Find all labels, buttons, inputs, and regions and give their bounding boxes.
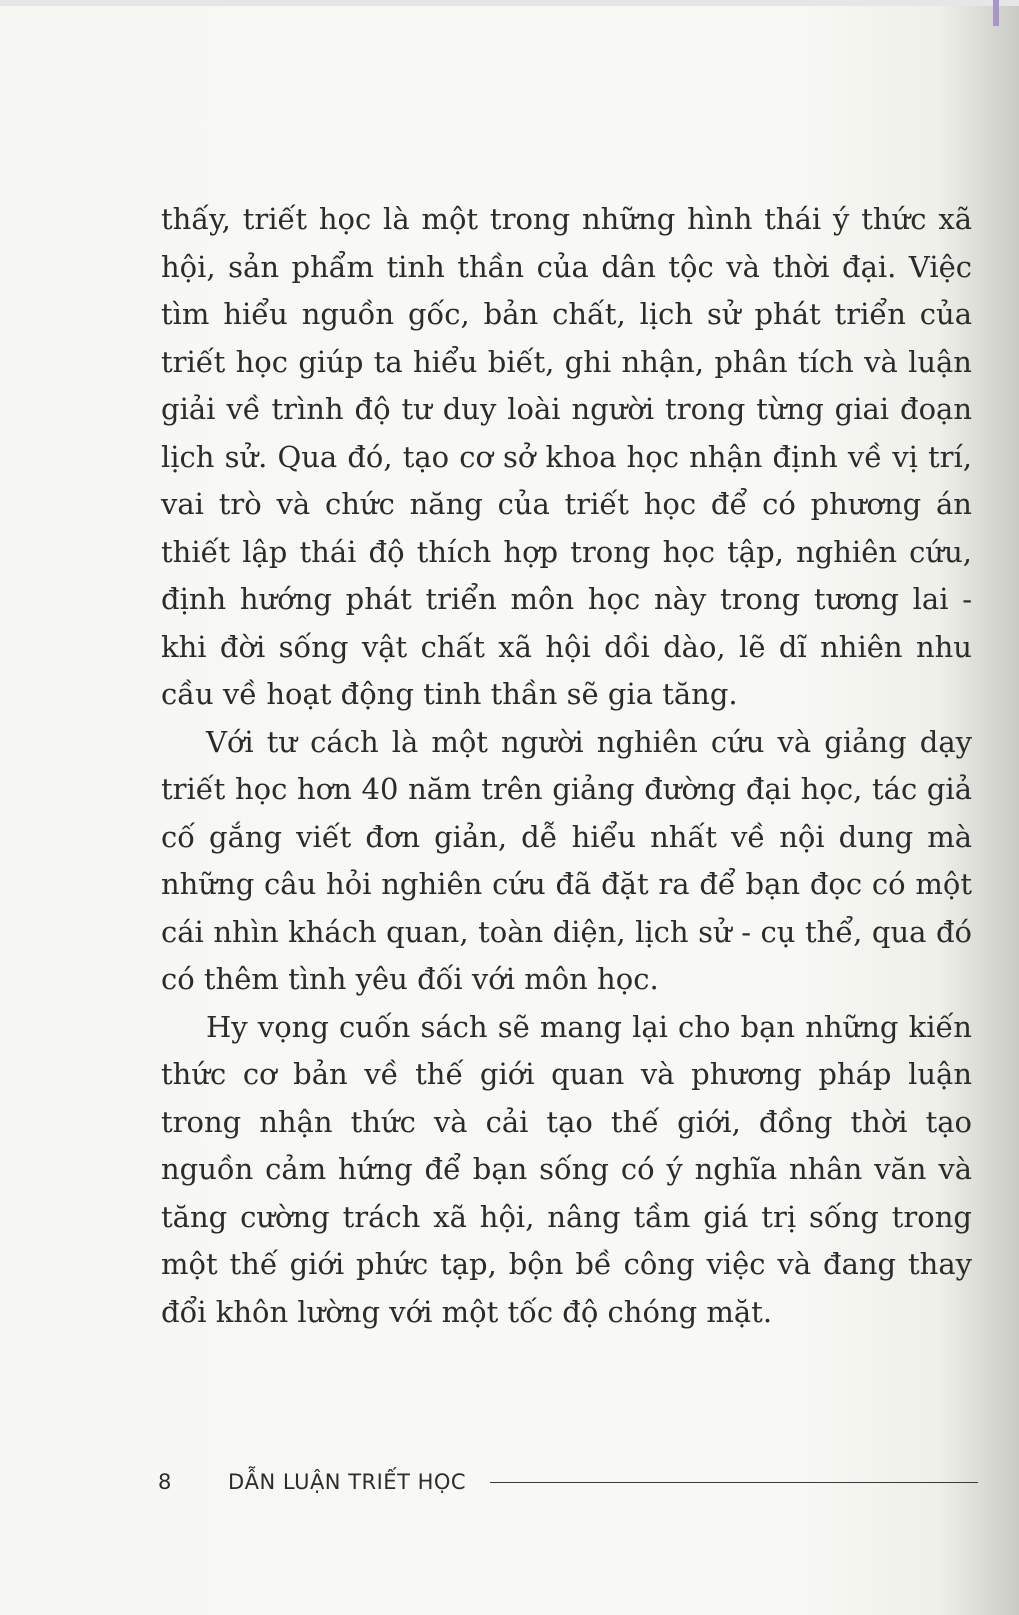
- purple-edge-marker: [993, 0, 999, 26]
- top-edge-strip: [0, 0, 1019, 6]
- page-number: 8: [158, 1470, 172, 1494]
- paragraph-continued: thấy, triết học là một trong những hình thái ý thức xã hội, sản phẩm tinh thần của dân tộc và thời đại. Việc tìm hiểu nguồn gốc, bản chất, lịch sử phát triển của triết học giúp ta hiểu biết, ghi nhận, phân tích và luận giải về trình độ tư duy loài người trong từng giai đoạn lịch sử. Qua đó, tạo cơ sở khoa học nhận định về vị trí, vai trò và chức năng của triết học để có phương án thiết lập thái độ thích hợp trong học tập, nghiên cứu, định hướng phát triển môn học này trong tương lai - khi đời sống vật chất xã hội dồi dào, lẽ dĩ nhiên nhu cầu về hoạt động tinh thần sẽ gia tăng.: [161, 202, 972, 711]
- paragraph-hope: Hy vọng cuốn sách sẽ mang lại cho bạn những kiến thức cơ bản về thế giới quan và phương pháp luận trong nhận thức và cải tạo thế giới, đồng thời tạo nguồn cảm hứng để bạn sống có ý nghĩa nhân văn và tăng cường trách xã hội, nâng tầm giá trị sống trong một thế giới phức tạp, bộn bề công việc và đang thay đổi khôn lường với một tốc độ chóng mặt.: [161, 1009, 972, 1329]
- page-footer: [158, 1467, 978, 1497]
- body-text: [161, 196, 972, 1336]
- footer-rule: [490, 1482, 978, 1483]
- running-title: DẪN LUẬN TRIẾT HỌC: [228, 1470, 467, 1494]
- paragraph-author-note: Với tư cách là một người nghiên cứu và giảng dạy triết học hơn 40 năm trên giảng đường đại học, tác giả cố gắng viết đơn giản, dễ hiểu nhất về nội dung mà những câu hỏi nghiên cứu đã đặt ra để bạn đọc có một cái nhìn khách quan, toàn diện, lịch sử - cụ thể, qua đó có thêm tình yêu đối với môn học.: [161, 724, 972, 996]
